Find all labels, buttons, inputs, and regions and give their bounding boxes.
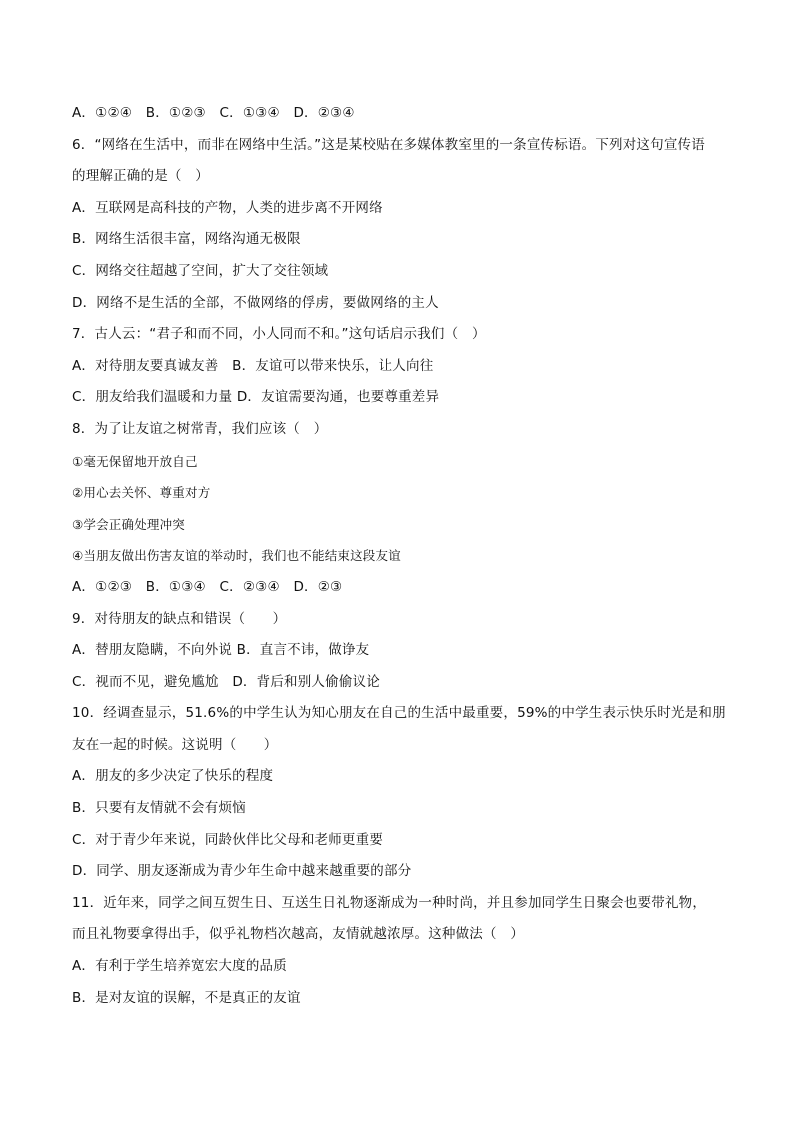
q9-options-cd: C．视而不见，避免尴尬 D．背后和别人偷偷议论	[72, 673, 380, 690]
q5-options: A．①②④ B．①②③ C．①③④ D．②③④	[72, 105, 355, 121]
q7-options-cd: C．朋友给我们温暖和力量 D．友谊需要沟通，也要尊重差异	[72, 389, 440, 406]
q6-option-a: A．互联网是高科技的产物，人类的进步离不开网络	[72, 199, 383, 216]
q6-option-b: B．网络生活很丰富，网络沟通无极限	[72, 231, 301, 248]
q11-option-a: A．有利于学生培养宽宏大度的品质	[72, 958, 287, 975]
q6-option-c: C．网络交往超越了空间，扩大了交往领域	[72, 262, 329, 279]
q8-item-3: ③学会正确处理冲突	[72, 516, 186, 532]
q11-option-b: B．是对友谊的误解，不是真正的友谊	[72, 989, 301, 1006]
page-content	[72, 98, 732, 1014]
q7-stem: 7．古人云：“君子和而不同，小人同而不和。”这句话启示我们（ ）	[72, 326, 486, 343]
q10-stem-line-2: 友在一起的时候。这说明（ ）	[72, 736, 278, 753]
q9-options-ab: A．替朋友隐瞒，不向外说 B．直言不讳，做诤友	[72, 642, 370, 659]
q8-item-2: ②用心去关怀、尊重对方	[72, 485, 211, 501]
q11-stem-line-1: 11．近年来，同学之间互贺生日、互送生日礼物逐渐成为一种时尚，并且参加同学生日聚会也要带礼物，	[72, 894, 707, 911]
q11-stem-line-2: 而且礼物要拿得出手，似乎礼物档次越高，友情就越浓厚。这种做法（ ）	[72, 926, 525, 943]
q6-stem-line-2: 的理解正确的是（ ）	[72, 168, 209, 185]
q10-option-a: A．朋友的多少决定了快乐的程度	[72, 768, 274, 785]
q8-options: A．①②③ B．①③④ C．②③④ D．②③	[72, 578, 343, 595]
q8-item-1: ①毫无保留地开放自己	[72, 453, 198, 469]
q10-option-d: D．同学、朋友逐渐成为青少年生命中越来越重要的部分	[72, 863, 412, 880]
q6-stem-line-1: 6．“网络在生活中，而非在网络中生活。”这是某校贴在多媒体教室里的一条宣传标语。下列对这句宣传语	[72, 136, 705, 153]
q6-option-d: D．网络不是生活的全部，不做网络的俘虏，要做网络的主人	[72, 294, 439, 311]
q10-stem-line-1: 10．经调查显示，51.6%的中学生认为知心朋友在自己的生活中最重要，59%的中学生表示快乐时光是和朋	[72, 705, 726, 722]
q9-stem: 9．对待朋友的缺点和错误（ ）	[72, 610, 287, 627]
q10-option-b: B．只要有友情就不会有烦恼	[72, 800, 246, 817]
q8-stem: 8．为了让友谊之树常青，我们应该（ ）	[72, 420, 328, 437]
q10-option-c: C．对于青少年来说，同龄伙伴比父母和老师更重要	[72, 831, 384, 848]
q8-item-4: ④当朋友做出伤害友谊的举动时，我们也不能结束这段友谊	[72, 548, 401, 564]
q7-options-ab: A．对待朋友要真诚友善 B．友谊可以带来快乐，让人向往	[72, 357, 434, 374]
